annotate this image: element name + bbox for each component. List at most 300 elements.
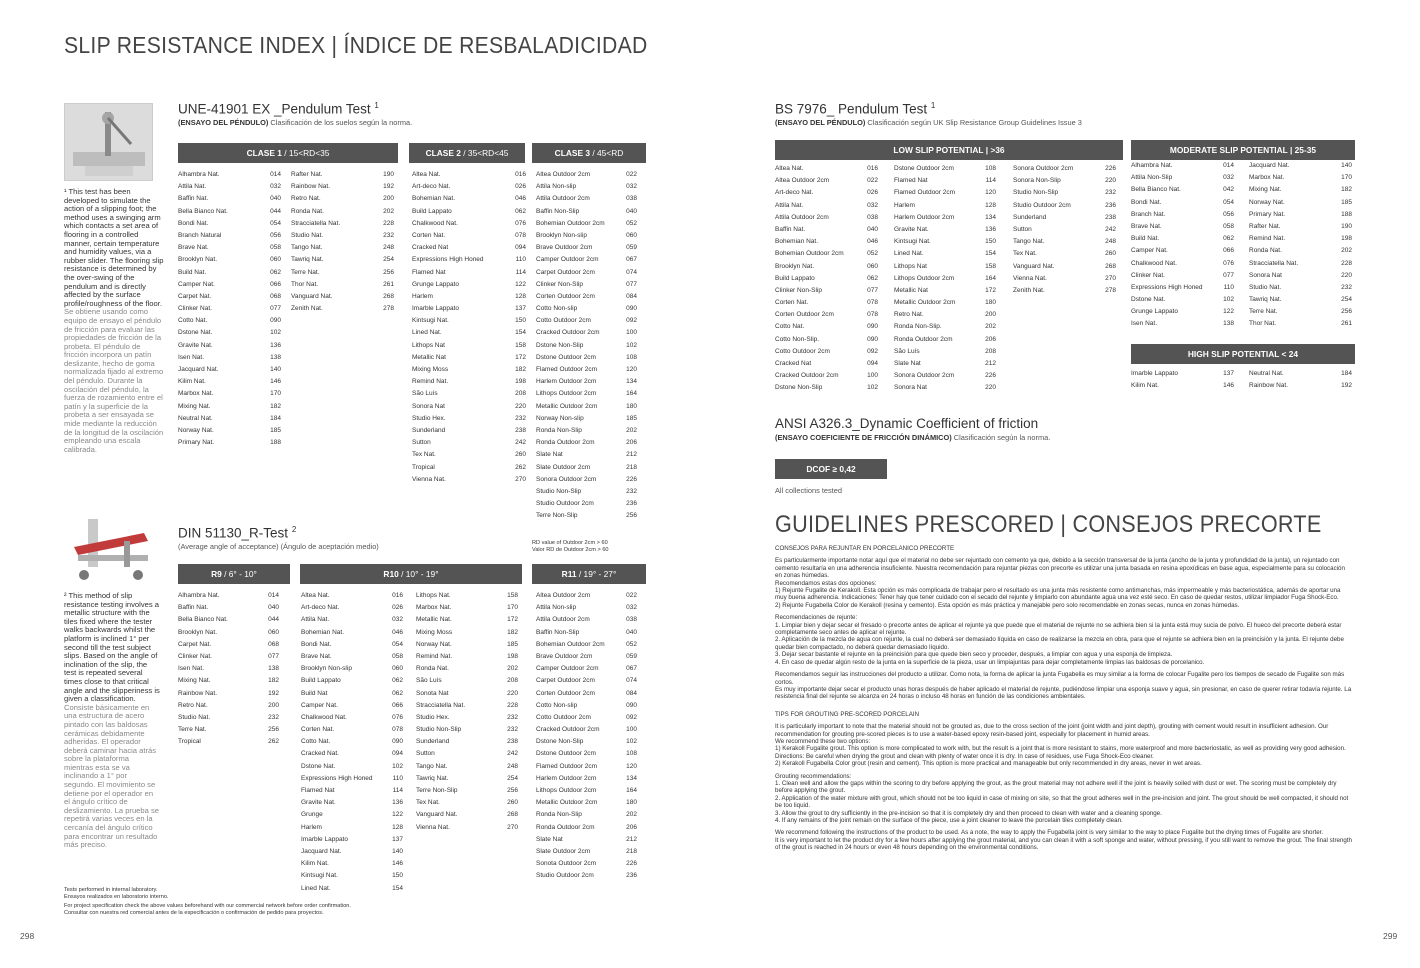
table-row [1249,294,1352,306]
product-code: 100 [867,372,878,380]
table-row [416,712,518,724]
table-row [412,462,526,474]
table-row [1131,245,1234,257]
product-name: Marbox Nat. [178,390,214,398]
table-row [301,858,403,870]
table-row [1249,318,1352,330]
product-name: Corten Outdoor 2cm [775,311,834,319]
table-row [775,382,878,394]
product-code: 248 [383,244,394,252]
table-row [416,590,518,602]
table-row [536,462,637,474]
product-code: 140 [1341,162,1352,169]
product-name: Rainbow Nat. [178,689,218,697]
product-code: 046 [867,238,878,246]
page-number-right: 299 [1383,931,1398,941]
product-name: Zenith Nat. [291,305,323,313]
clase3-list [536,169,637,522]
table-row [416,785,518,797]
product-code: 220 [985,384,996,392]
pendulum-test-photo [64,103,153,181]
product-name: Primary Nat. [1249,210,1286,218]
product-name: Bondi Nat. [178,219,209,227]
table-row [1249,172,1352,184]
product-code: 046 [515,195,526,203]
product-name: Lithops Outdoor 2cm [894,274,955,282]
table-row [894,358,996,370]
product-code: 228 [1341,259,1352,267]
product-name: Camper Outdoor 2cm [536,665,599,673]
product-name: Harlem [301,823,322,831]
product-name: Remind Nat. [416,652,453,660]
product-code: 198 [507,652,518,660]
low-slip-list-c [1013,163,1116,297]
product-code: 232 [1105,189,1116,197]
table-row [178,193,281,205]
table-row [416,748,518,760]
product-code: 260 [1105,250,1116,258]
table-row [301,688,403,700]
product-name: Flamed Outdoor 2cm [894,189,956,197]
table-row [775,163,878,175]
product-code: 256 [626,512,637,520]
product-code: 220 [1341,271,1352,279]
product-name: Kintsugi Nat. [301,872,338,880]
ramp-icon [64,515,156,587]
product-code: 270 [515,475,526,483]
product-code: 120 [626,762,637,770]
product-name: Imarble Lappato [1131,370,1178,377]
table-row [536,181,637,193]
product-code: 078 [867,299,878,307]
table-row [178,218,281,230]
table-row [178,675,279,687]
product-code: 154 [985,250,996,258]
product-code: 232 [507,713,518,721]
table-row [775,370,878,382]
table-row [536,712,637,724]
product-code: 138 [270,353,281,361]
table-row [301,712,403,724]
table-row [894,212,996,224]
table-row [1131,197,1234,209]
table-row [775,321,878,333]
product-code: 261 [1341,320,1352,328]
table-row [178,315,281,327]
product-code: 058 [270,244,281,252]
table-row [536,401,637,413]
table-row [775,236,878,248]
product-name: Build Lappato [412,207,452,215]
table-row [178,413,281,425]
table-row [1013,212,1116,224]
low-slip-header: LOW SLIP POTENTIAL | >36 [775,140,1123,160]
table-row [1013,285,1116,297]
product-code: 262 [268,738,279,746]
table-row [301,602,403,614]
product-name: Dstone Outdoor 2cm [894,165,954,172]
product-code: 226 [626,860,637,868]
product-code: 052 [626,640,637,648]
table-row [178,242,281,254]
product-code: 077 [867,286,878,294]
table-row [536,376,637,388]
product-code: 218 [626,847,637,855]
product-name: Ronda Outdoor 2cm [536,823,595,831]
product-name: Thor Nat. [1249,320,1277,328]
product-name: Primary Nat. [178,439,215,447]
product-name: Studio Nat. [291,231,324,239]
product-code: 092 [867,347,878,355]
pendulum-icon [65,104,153,181]
table-row [1131,233,1234,245]
table-row [301,785,403,797]
product-name: Studio Non-Slip [536,487,582,495]
product-name: Bella Bianco Nat. [178,616,228,624]
product-code: 164 [985,274,996,282]
product-code: 016 [867,165,878,172]
table-row [178,712,279,724]
product-name: Art-deco Nat. [301,604,340,612]
product-name: Mixing Nat. [178,402,211,410]
product-code: 046 [392,628,403,636]
table-row [416,675,518,687]
table-row [775,175,878,187]
product-name: Studio Hex. [416,713,450,721]
product-name: Brooklyn Non-slip [536,231,587,239]
table-row [178,364,281,376]
clase2-header: CLASE 2 / 35<RD<45 [409,143,525,163]
table-row [536,340,637,352]
product-code: 202 [985,323,996,331]
table-row [412,449,526,461]
product-code: 228 [507,701,518,709]
product-code: 185 [626,414,637,422]
product-code: 040 [626,207,637,215]
product-code: 022 [626,171,637,178]
product-name: Cracked Nat [775,360,812,367]
product-name: Sutton [416,750,435,758]
table-row [775,187,878,199]
product-code: 236 [626,500,637,508]
product-code: 056 [1223,210,1234,218]
table-row [178,724,279,736]
product-code: 256 [268,726,279,734]
product-code: 140 [270,366,281,373]
product-name: Bohemian Nat. [412,195,455,203]
product-name: Ronda Nat. [1249,247,1282,255]
product-code: 158 [515,341,526,349]
table-row [536,218,637,230]
product-code: 172 [507,616,518,624]
product-name: Slate Nat [894,360,921,367]
product-name: Mixing Moss [416,628,453,636]
product-name: Flamed Nat [894,177,928,185]
table-row [536,834,637,846]
table-row [301,809,403,821]
moderate-slip-list-b [1249,160,1352,331]
product-code: 172 [515,353,526,361]
product-name: Tex Nat. [1013,250,1037,258]
product-name: Dstone Nat. [1131,296,1166,304]
product-name: Studio Non-Slip [416,726,462,734]
product-code: 256 [383,268,394,276]
product-name: Jacquard Nat. [178,366,219,373]
product-name: Altea Outdoor 2cm [775,177,830,185]
table-row [178,169,281,181]
product-name: Ronda Outdoor 2cm [894,335,953,343]
low-slip-list-a [775,163,878,395]
table-row [1013,248,1116,260]
product-name: Cotto Nat. [301,738,331,746]
table-row [178,181,281,193]
product-code: 220 [507,689,518,697]
product-name: Cotto Non-slip [536,305,578,313]
product-code: 136 [392,799,403,807]
product-code: 077 [626,280,637,288]
product-code: 180 [626,799,637,807]
product-code: 138 [1223,320,1234,328]
product-name: Studio Outdoor 2cm [1013,201,1071,209]
product-code: 120 [985,189,996,197]
product-name: Cotto Nat. [178,317,208,325]
product-name: Marbox Nat. [1249,174,1285,182]
product-name: Gravite Nat. [894,225,929,233]
table-row [536,327,637,339]
product-code: 102 [392,762,403,770]
product-code: 040 [626,628,637,636]
product-code: 206 [985,335,996,343]
product-code: 202 [383,207,394,215]
product-name: Camper Nat. [178,280,215,288]
table-row [775,200,878,212]
product-name: São Luís [894,347,920,355]
product-code: 062 [270,268,281,276]
product-name: Camper Nat. [301,701,338,709]
product-code: 170 [507,604,518,612]
table-row [775,297,878,309]
table-row [775,346,878,358]
product-code: 146 [1223,382,1234,390]
product-name: Carpet Outdoor 2cm [536,677,595,685]
table-row [894,370,996,382]
product-name: Branch Nat. [1131,210,1166,218]
table-row [536,474,637,486]
product-code: 138 [268,665,279,673]
table-row [1249,221,1352,233]
product-code: 254 [383,256,394,264]
table-row [894,334,996,346]
high-slip-header: HIGH SLIP POTENTIAL < 24 [1131,344,1355,364]
table-row [412,364,526,376]
table-row [1131,368,1234,380]
table-row [1131,172,1234,184]
product-code: 090 [867,335,878,343]
product-code: 067 [626,256,637,264]
product-code: 190 [383,171,394,178]
product-code: 110 [1223,283,1234,291]
table-row [894,163,996,175]
product-name: Metallic Outdoor 2cm [894,299,956,307]
bs-title: BS 7976_ Pendulum Test $^1$ [775,101,936,117]
product-code: 188 [1341,210,1352,218]
product-code: 154 [515,329,526,337]
product-code: 232 [626,487,637,495]
page-number-left: 298 [20,931,35,941]
product-code: 256 [507,787,518,794]
product-code: 192 [1341,382,1352,390]
table-row [412,474,526,486]
product-code: 136 [270,341,281,349]
product-code: 040 [270,195,281,203]
product-name: Mixing Nat. [1249,186,1282,194]
table-row [536,736,637,748]
product-name: Stracciatella Nat. [416,701,466,709]
table-row [1131,209,1234,221]
table-row [536,663,637,675]
product-name: Baffin Nat. [775,225,806,233]
product-name: Ronda Non-Slip [536,811,582,819]
product-name: Sutton [412,439,431,447]
table-row [775,212,878,224]
product-code: 184 [1341,370,1352,377]
product-name: Grunge Lappato [1131,308,1178,316]
product-code: 044 [270,207,281,215]
table-row [1249,380,1352,392]
product-name: Neutral Nat. [1249,370,1284,377]
une-subtitle: (ENSAYO DEL PÉNDULO) Clasificación de los suelos según la norma. [178,118,413,127]
table-row [412,181,526,193]
clase1-list-b [291,169,394,315]
product-code: 232 [383,231,394,239]
product-name: Clinker Nat. [1131,271,1165,279]
product-name: Isen Nat. [178,353,205,361]
product-code: 182 [270,402,281,410]
product-name: Brooklyn Non-slip [301,665,352,673]
table-row [416,688,518,700]
table-row [536,352,637,364]
product-name: Mixing Moss [412,366,449,373]
product-name: Lithops Outdoor 2cm [536,390,597,398]
product-name: Attila Outdoor 2cm [536,616,590,624]
page-title: SLIP RESISTANCE INDEX | ÍNDICE DE RESBALADICIDAD [64,32,648,58]
product-name: Bondi Nat. [1131,198,1162,206]
product-code: 202 [626,811,637,819]
table-row [301,663,403,675]
product-name: Cracked Nat. [301,750,339,758]
product-name: Attila Nat. [178,183,207,191]
product-code: 180 [626,402,637,410]
dcof-band: DCOF ≥ 0,42 [775,459,887,479]
table-row [536,602,637,614]
product-code: 022 [867,177,878,185]
ansi-title: ANSI A326.3_Dynamic Coefficient of friction [775,416,1039,431]
product-code: 212 [626,835,637,843]
product-name: Norway Non-slip [536,414,584,422]
product-name: Flamed Nat [301,787,335,794]
product-code: 261 [383,280,394,288]
table-row [416,614,518,626]
product-name: Terre Nat. [1249,308,1278,316]
product-name: Corten Outdoor 2cm [536,689,595,697]
product-code: 146 [392,860,403,868]
table-row [178,627,279,639]
product-name: Vanguard Nat. [291,292,333,300]
product-name: Chalkwood Nat. [412,219,458,227]
table-row [1131,380,1234,392]
table-row [536,315,637,327]
product-name: Baffin Nat. [178,195,209,203]
product-code: 110 [392,774,403,782]
product-name: Brave Outdoor 2cm [536,652,593,660]
product-code: 076 [392,713,403,721]
product-code: 262 [515,463,526,471]
product-code: 128 [392,823,403,831]
product-name: Build Lappato [775,274,815,282]
table-row [412,315,526,327]
product-name: Bella Bianco Nat. [178,207,228,215]
product-code: 185 [507,640,518,648]
table-row [178,388,281,400]
product-name: Art-deco Nat. [412,183,451,191]
product-code: 242 [507,750,518,758]
product-name: Clinker Non-Slip [775,286,822,294]
table-row [536,724,637,736]
product-name: Carpet Nat. [178,640,212,648]
table-row [536,486,637,498]
product-name: Sunderland [416,738,450,746]
moderate-slip-header: MODERATE SLIP POTENTIAL | 25-35 [1131,140,1355,160]
table-row [412,267,526,279]
product-name: Lithops Nat [412,341,445,349]
product-code: 202 [626,426,637,434]
product-code: 208 [515,390,526,398]
table-row [412,401,526,413]
product-code: 122 [1223,308,1234,316]
r10-list-a [301,590,403,895]
product-name: Rafter Nat. [291,171,323,178]
table-row [536,809,637,821]
product-code: 164 [626,787,637,794]
product-code: 014 [268,592,279,599]
product-code: 134 [985,213,996,221]
product-code: 062 [392,677,403,685]
product-name: Dstone Non-Slip [536,341,584,349]
table-row [536,169,637,181]
product-code: 077 [270,305,281,313]
clase3-header: CLASE 3 / 45<RD [532,143,646,163]
product-code: 068 [268,640,279,648]
product-code: 180 [985,299,996,307]
product-name: Cotto Nat. [775,323,805,331]
product-name: Harlem Outdoor 2cm [536,378,597,386]
table-row [1249,306,1352,318]
table-row [536,303,637,315]
product-name: Clinker Nat. [178,652,212,660]
product-name: Expressions High Honed [412,256,484,264]
product-name: Tawriq Nat. [1249,296,1282,304]
product-code: 185 [1341,198,1352,206]
table-row [412,352,526,364]
table-row [301,736,403,748]
table-row [178,590,279,602]
product-code: 268 [1105,262,1116,270]
r9-header: R9 / 6° - 10° [178,564,290,584]
product-code: 092 [626,713,637,721]
r10-header: R10 / 10° - 19° [300,564,522,584]
product-name: Tropical [178,738,201,746]
product-code: 022 [626,592,637,599]
